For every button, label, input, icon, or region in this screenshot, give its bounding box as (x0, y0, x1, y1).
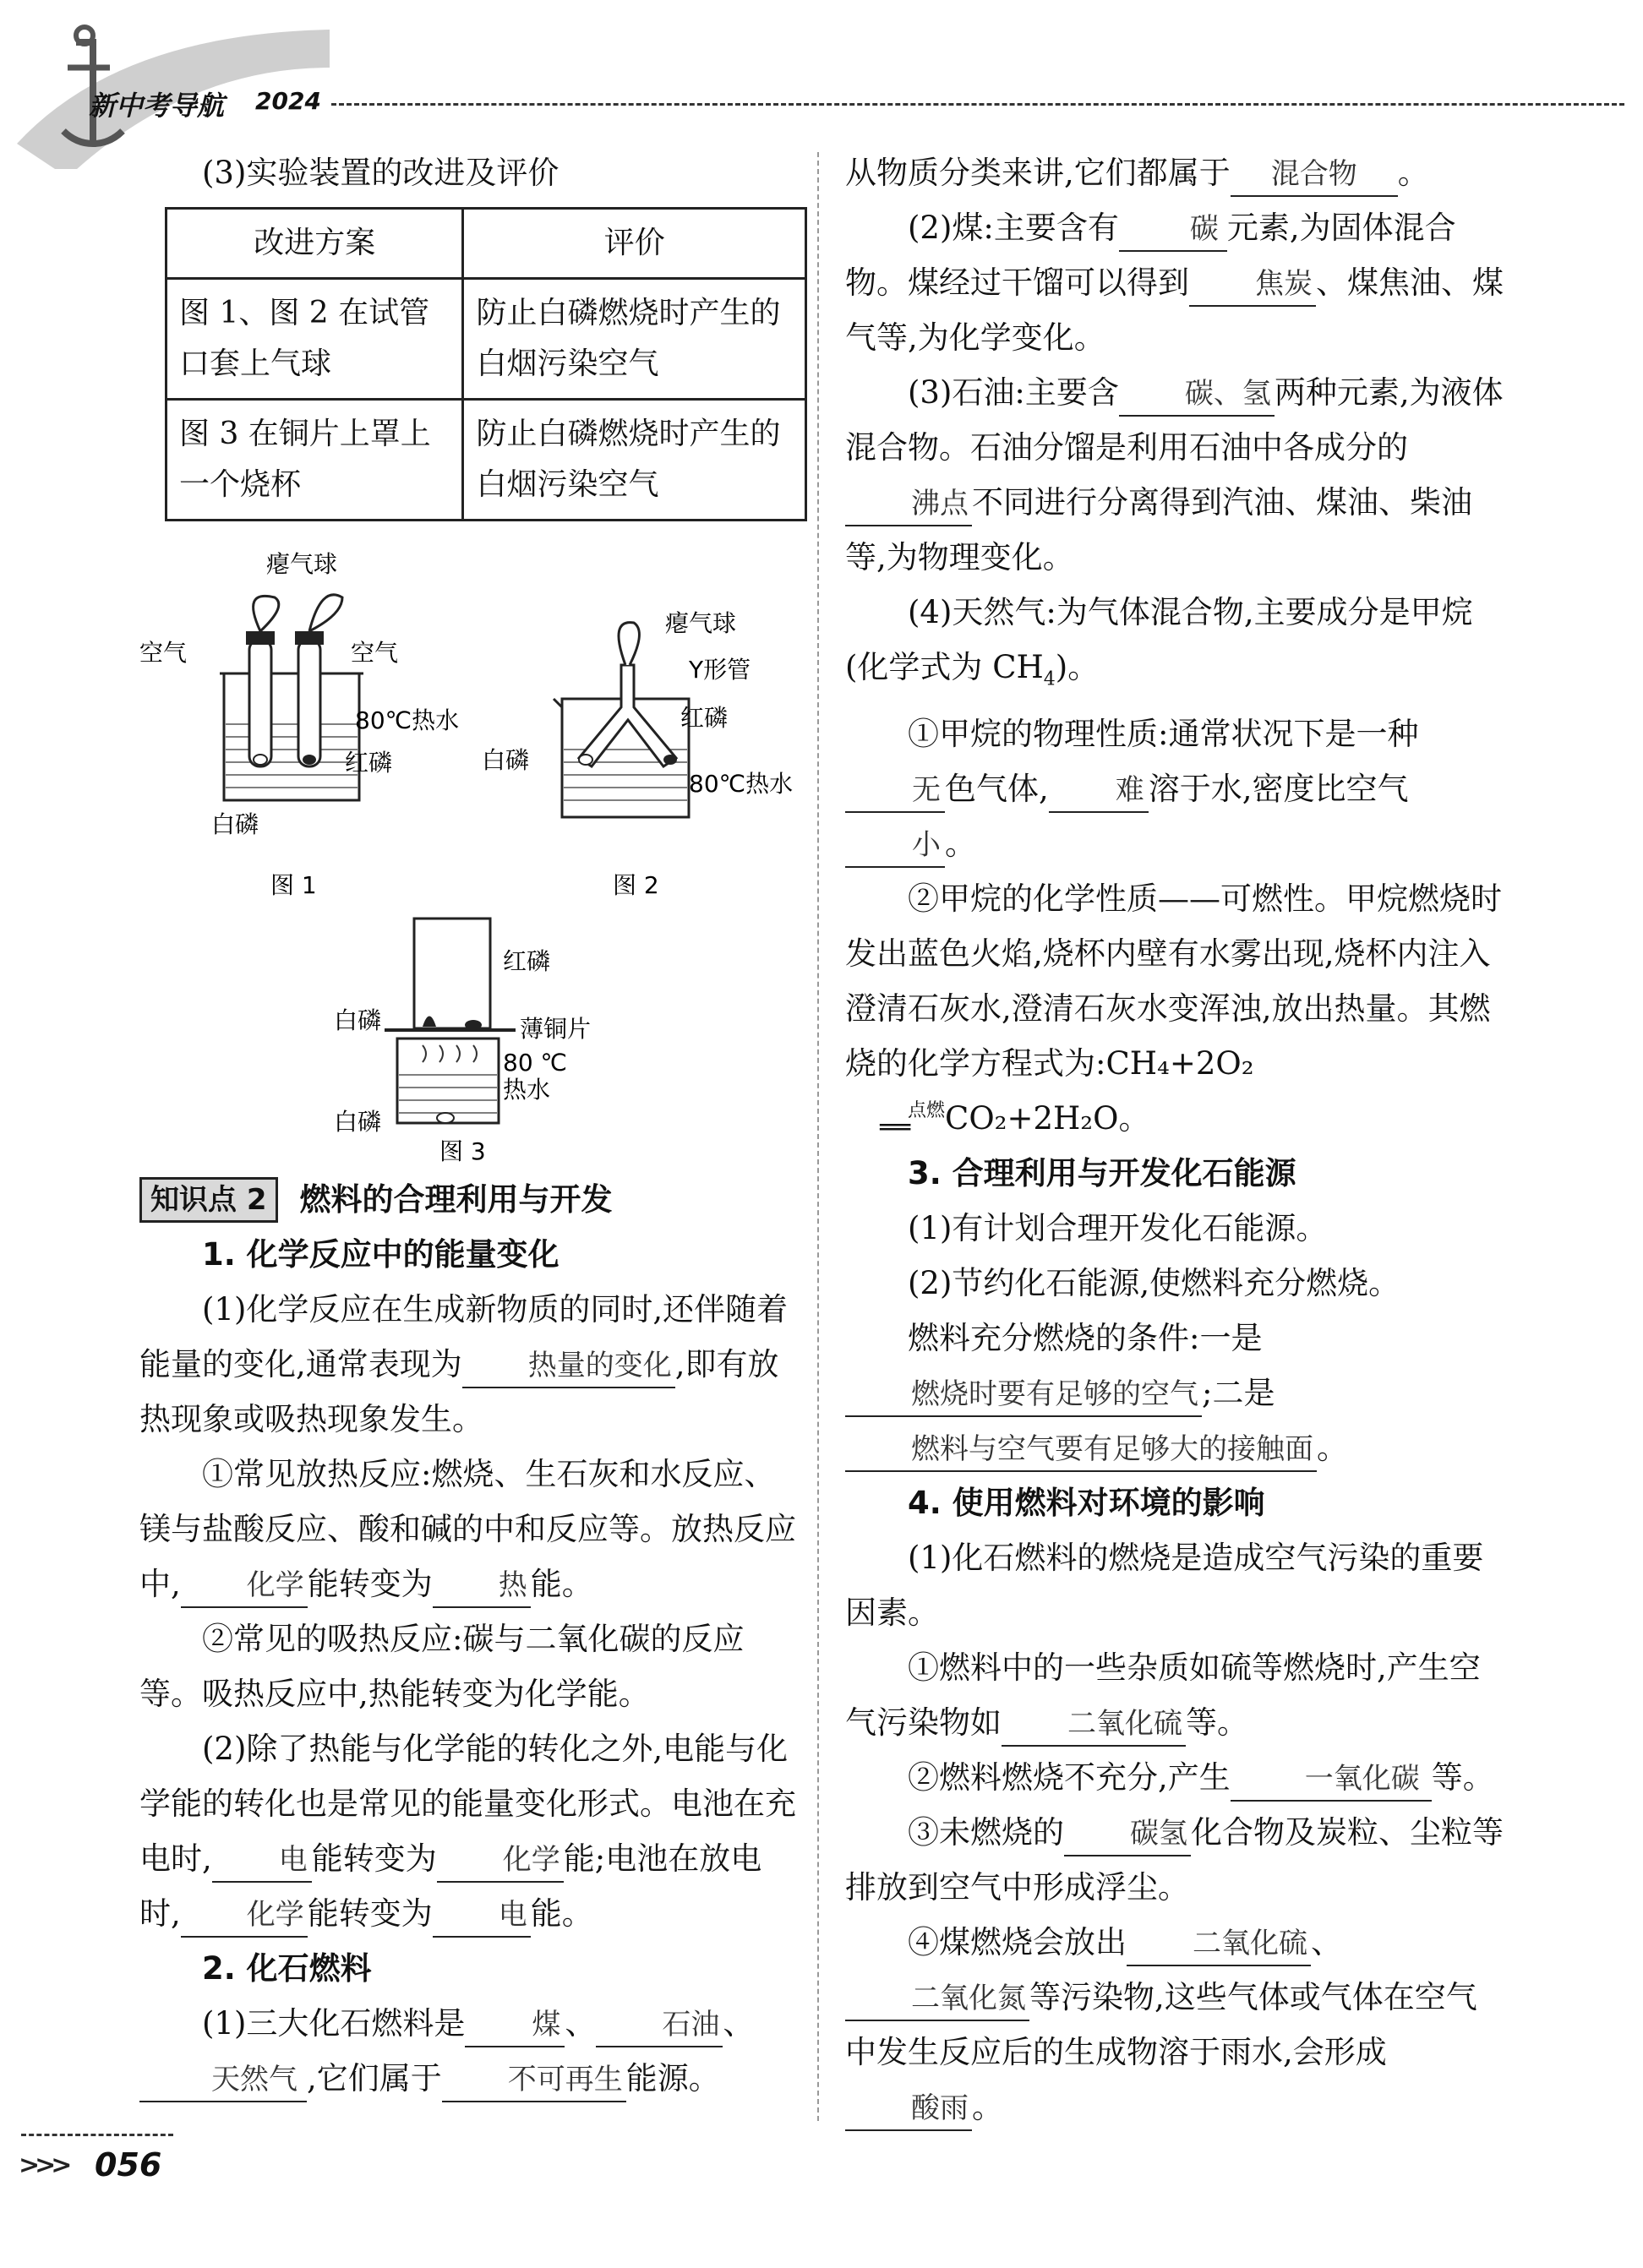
paragraph: ②常见的吸热反应:碳与二氧化碳的反应等。吸热反应中,热能转变为化学能。 (139, 1621, 745, 1712)
answer-blank: 热 (433, 1564, 531, 1608)
knowledge-point-title: 燃料的合理利用与开发 (299, 1181, 613, 1218)
paragraph: (2)节约化石能源,使燃料充分燃烧。 (908, 1265, 1400, 1302)
fig3-caption: 图 3 (439, 1137, 486, 1164)
paragraph: (2)除了热能与化学能的转化之外,电能与化学能的转化也是常见的能量变化形式。电池在充电时, 电 能转变为 化学 能;电池在放电时, 化学 能转变为 电 能。 (139, 1721, 799, 1941)
fig3-copper-label: 薄铜片 (520, 1015, 592, 1043)
answer-blank: 沸点 (845, 482, 972, 526)
table-cell: 图 1、图 2 在试管口套上气球 (166, 279, 463, 400)
fig1-red-label: 红磷 (345, 749, 393, 777)
left-column (139, 145, 799, 2106)
answer-blank: 不可再生 (442, 2058, 626, 2102)
fig1-hotwater-label: 80℃热水 (355, 706, 460, 734)
page-number: 056 (95, 2146, 162, 2183)
fig2-hotwater-label: 80℃热水 (689, 770, 794, 798)
improvement-table (165, 207, 807, 521)
paragraph: ③未燃烧的 碳氢 化合物及炭粒、尘粒等排放到空气中形成浮尘。 (845, 1814, 1504, 1906)
fig1-air-left-label: 空气 (139, 639, 188, 667)
answer-blank: 化学 (437, 1839, 564, 1883)
header-title: 新中考导航 (89, 90, 225, 122)
figure-3-diagram (334, 919, 591, 1164)
answer-blank: 无 (845, 769, 945, 813)
fig1-balloon-label: 瘪气球 (266, 550, 338, 578)
knowledge-point-heading (139, 1172, 799, 1227)
answer-blank: 难 (1049, 769, 1149, 813)
answer-blank: 碳氢 (1064, 1813, 1191, 1856)
paragraph: (2)煤:主要含有 碳 元素,为固体混合物。煤经过干馏可以得到 焦炭 、煤焦油、煤气等,为化学变化。 (845, 210, 1504, 356)
header-year: 2024 (255, 87, 321, 115)
paragraph: (4)天然气:为气体混合物,主要成分是甲烷(化学式为 $CH_4$)。 (845, 594, 1473, 690)
fig2-caption: 图 2 (613, 871, 659, 899)
paragraph: ①常见放热反应:燃烧、生石灰和水反应、镁与盐酸反应、酸和碱的中和反应等。放热反应中, 化学 能转变为 热 能。 (139, 1447, 799, 1611)
answer-blank: 石油 (596, 2004, 723, 2047)
table-row (166, 279, 806, 400)
fig3-temp-label: 80 ℃ (503, 1049, 567, 1077)
fig1-caption: 图 1 (270, 871, 317, 899)
footer-arrows-icon: >>> (19, 2151, 68, 2180)
fig2-red-label: 红磷 (680, 704, 729, 732)
figure-1-diagram (139, 550, 459, 899)
paragraph: ①燃料中的一些杂质如硫等燃烧时,产生空气污染物如 二氧化硫 等。 (845, 1640, 1504, 1750)
section-3-title: 3. 合理利用与开发化石能源 (908, 1155, 1296, 1192)
paragraph: ①甲烷的物理性质:通常状况下是一种无 色气体, 难 溶于水,密度比空气小 。 (845, 706, 1504, 871)
answer-blank: 热量的变化 (462, 1344, 675, 1388)
answer-blank: 一氧化碳 (1231, 1758, 1432, 1802)
equation-condition: 点燃 (908, 1100, 946, 1122)
answer-blank: 电 (433, 1894, 531, 1938)
fig3-red-label: 红磷 (503, 947, 551, 975)
fig3-hotwater-label: 热水 (503, 1076, 551, 1104)
paragraph: (3)石油:主要含 碳、氢 两种元素,为液体混合物。石油分馏是利用石油中各成分的沸点 不同进行分离得到汽油、煤油、柴油等,为物理变化。 (845, 374, 1504, 575)
section-2-title: 2. 化石燃料 (202, 1950, 372, 1987)
paragraph: 从物质分类来讲,它们都属于 混合物 。 (845, 145, 1504, 200)
answer-blank: 碳、氢 (1119, 373, 1275, 417)
paragraph: (1)有计划合理开发化石能源。 (908, 1210, 1328, 1247)
answer-blank: 化学 (181, 1564, 308, 1608)
fig3-white-bottom-label: 白磷 (334, 1108, 382, 1136)
fig2-white-label: 白磷 (482, 746, 530, 774)
paragraph: ④煤燃烧会放出 二氧化硫 、二氧化氮 等污染物,这些气体或气体在空气中发生反应后的生成物溶于雨水,会形成酸雨 。 (845, 1915, 1504, 2134)
answer-blank: 电 (212, 1839, 312, 1883)
paragraph: ②燃料燃烧不充分,产生 一氧化碳 等。 (845, 1750, 1504, 1805)
header-divider (331, 103, 1624, 106)
paragraph: ②甲烷的化学性质——可燃性。甲烷燃烧时发出蓝色火焰,烧杯内壁有水雾出现,烧杯内注入澄清石灰水,澄清石灰水变浑浊,放出热量。其燃烧的化学方程式为:CH₄+2O₂ 点燃 ══ CO₂+2H₂O。 (845, 880, 1502, 1143)
figure-2-diagram (482, 609, 793, 899)
sub3-title: (3)实验装置的改进及评价 (202, 155, 559, 191)
table-header-eval: 评价 (463, 209, 806, 279)
fig1-air-right-label: 空气 (351, 639, 399, 667)
fig3-white-top-label: 白磷 (334, 1006, 382, 1034)
table-cell: 图 3 在铜片上罩上一个烧杯 (166, 400, 463, 521)
paragraph: (1)化石燃料的燃烧是造成空气污染的重要因素。 (845, 1540, 1484, 1632)
answer-blank: 酸雨 (845, 2087, 972, 2131)
section-4-title: 4. 使用燃料对环境的影响 (908, 1485, 1265, 1522)
paragraph: (1)三大化石燃料是 煤 、 石油 、天然气 ,它们属于 不可再生 能源。 (139, 1996, 799, 2106)
experiment-figures (139, 538, 799, 1164)
answer-blank: 小 (845, 824, 945, 868)
answer-blank: 煤 (465, 2004, 565, 2047)
answer-blank: 二氧化氮 (845, 1977, 1029, 2021)
section-1-title: 1. 化学反应中的能量变化 (202, 1236, 559, 1273)
apparatus-diagrams (139, 538, 799, 1164)
table-header-plan: 改进方案 (166, 209, 463, 279)
fig2-balloon-label: 瘪气球 (665, 609, 737, 637)
answer-blank: 碳 (1119, 208, 1227, 252)
answer-blank: 燃烧时要有足够的空气 (845, 1373, 1202, 1417)
fig1-white-label: 白磷 (211, 810, 259, 838)
table-cell: 防止白磷燃烧时产生的白烟污染空气 (463, 400, 806, 521)
fig2-ytube-label: Y形管 (689, 656, 751, 684)
knowledge-point-badge: 知识点 2 (139, 1177, 278, 1223)
table-cell: 防止白磷燃烧时产生的白烟污染空气 (463, 279, 806, 400)
table-row (166, 400, 806, 521)
answer-blank: 二氧化硫 (1002, 1703, 1186, 1747)
answer-blank: 燃料与空气要有足够大的接触面 (845, 1428, 1317, 1472)
footer-divider (21, 2134, 173, 2136)
column-divider (817, 152, 819, 2121)
answer-blank: 化学 (181, 1894, 308, 1938)
answer-blank: 天然气 (139, 2058, 307, 2102)
paragraph: 燃料充分燃烧的条件:一是燃烧时要有足够的空气 ;二是燃料与空气要有足够大的接触面 。 (845, 1311, 1504, 1475)
answer-blank: 混合物 (1231, 153, 1398, 197)
answer-blank: 二氧化硫 (1127, 1922, 1311, 1966)
answer-blank: 焦炭 (1189, 263, 1316, 307)
right-column (845, 145, 1504, 2134)
paragraph: (1)化学反应在生成新物质的同时,还伴随着能量的变化,通常表现为 热量的变化 ,即有放热现象或吸热现象发生。 (139, 1291, 789, 1437)
